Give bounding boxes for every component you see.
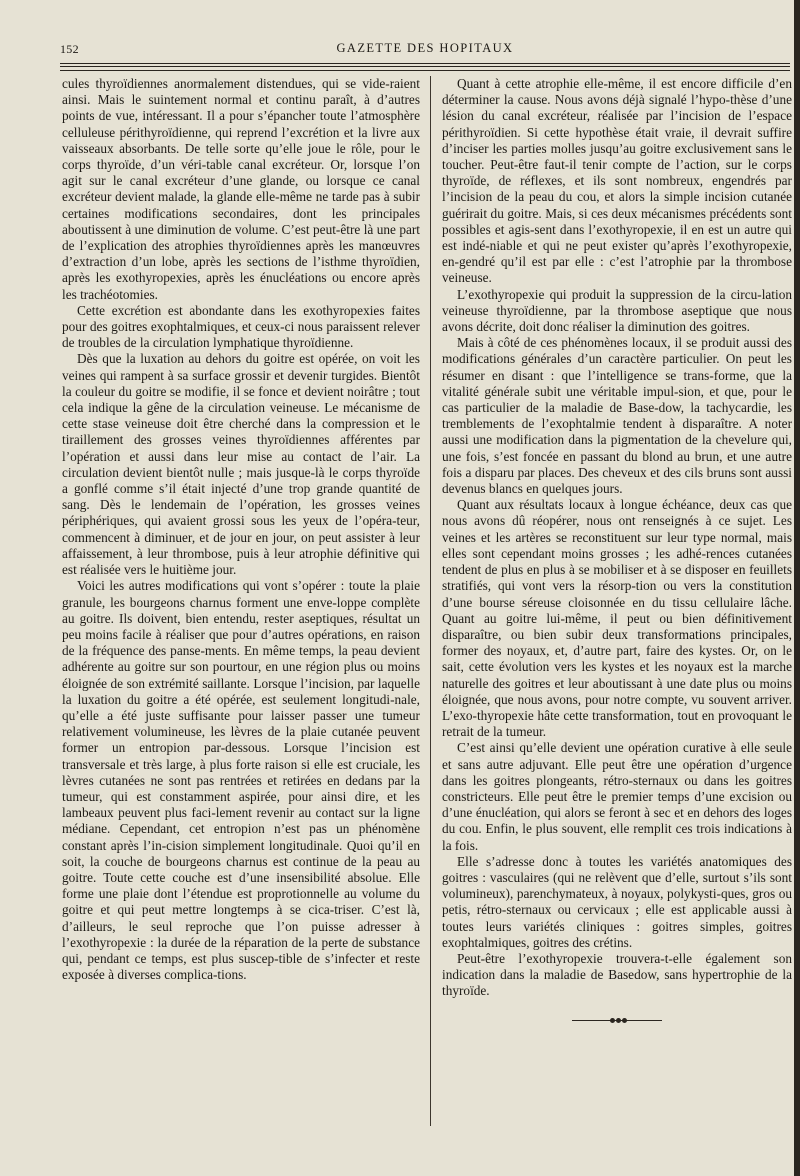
column-divider xyxy=(430,76,431,1126)
paragraph: Voici les autres modifications qui vont s’opérer : toute la plaie granule, les bourgeons charnus forment une enve-loppe complète au goitre. Ils doivent, bien entendu, rester aseptiques, résultat un peu moins facile à réaliser que pour d’autres opérations, en raison de la fréquence des panse-ments. En même temps, la peau devient adhérente au goitre sur son pourtour, en une région plus ou moins éloignée de son extrémité saillante. Lorsque l’incision, par laquelle la luxation du goitre a été opérée, est seulement longitudi-nale, qu’elle a été juste suffisante pour laisser passer une tumeur relativement volumineuse, les lèvres de la plaie cutanée peuvent former un entropion par-dessous. Lorsque l’incision est transversale et très large, à plus forte raison si elle est cruciale, les lèvres cutanées ne sont pas rentrées et retirées en dedans par la tumeur, qui est constamment aspirée, pour ainsi dire, et les lambeaux peuvent plus faci-lement revenir au contact sur la ligne médiane. Cependant, cet entropion n’est pas un phénomène constant après l’in-cision simplement longitudinale. Quoi qu’il en soit, la couche de bourgeons charnus est continue de la peau au goitre. Toute cette couche est d’une insensibilité absolue. Elle forme une plaie dont l’étendue est proprotionnelle au volume du goitre et qui peut mettre longtemps à se cica-triser. C’est là, d’ailleurs, le seul reproche que l’on puisse adresser à l’exothyropexie : la durée de la réparation de la perte de substance qui, pendant ce temps, est plus suscep-tible de s’infecter et reste exposée à diverses complica-tions. xyxy=(62,578,420,983)
paragraph: cules thyroïdiennes anormalement distendues, qui se vide-raient ainsi. Mais le suintement normal et continu paraît, à d’autres points de vue, intéressant. Il a pour s’épancher toute l’atmosphère celluleuse périthyroïdienne, qui reprend l’excrétion et la livre aux vaisseaux absorbants. De telle sorte qu’elle joue le rôle, pour le corps thyroïde, d’un véri-table canal excréteur. Or, lorsque l’on agit sur le canal excréteur d’une glande, ou lorsque ce canal excréteur devient malade, la glande elle-même ne tarde pas à subir certaines modifications secondaires, dont les principales aboutissent à une diminution de volume. C’est peut-être là une part de l’explication des atrophies thyroïdiennes après les manœuvres d’extraction d’un lobe, après les sections de l’isthme thyroïdien, après les exothyropexies, après les énucléations ou encore après les trachéotomies. xyxy=(62,76,420,302)
ornament-dot xyxy=(610,1018,615,1023)
running-title: GAZETTE DES HOPITAUX xyxy=(336,41,514,55)
paragraph: L’exothyropexie qui produit la suppression de la circu-lation veineuse thyroïdienne, par la thrombose aseptique que nous avons décrite, doit donc réaliser la diminution des goitres. xyxy=(442,286,792,335)
paragraph: C’est ainsi qu’elle devient une opération curative à elle seule et sans autre adjuvant. Elle peut être une opération d’urgence dans les goitres plongeants, rétro-sternaux ou dans les goitres constricteurs. Elle peut être le premier temps d’une excision ou d’une énucléation, qui alors se feront à sec et en dehors des loges du cou. Enfin, le plus souvent, elle remplit ces trois indications à la fois. xyxy=(442,740,792,853)
ornament-dot xyxy=(616,1018,621,1023)
left-column xyxy=(62,76,420,983)
paragraph: Mais à côté de ces phénomènes locaux, il se produit aussi des modifications générales d’un caractère particulier. On peut les résumer en disant : que l’intelligence se trans-forme, que la vitalité générale subit une véritable impul-sion, et que, pour le cas particulier de la maladie de Base-dow, la tachycardie, les tremblements de l’exophtalmie tendent à disparaître. A noter aussi une modification dans la pigmentation de la chevelure qui, une fois, s’est foncée en passant du blond au brun, et une autre fois a disparu par places. Des cheveux et des cils bruns sont aussi devenus blancs en quelques jours. xyxy=(442,335,792,497)
header-rule-top xyxy=(60,63,790,64)
header-rule-middle xyxy=(60,66,790,67)
header-rule-bottom xyxy=(60,70,790,71)
paragraph: Dès que la luxation au dehors du goitre est opérée, on voit les veines qui rampent à sa surface grossir et devenir turgides. Bientôt la couleur du goitre se modifie, il se fonce et devient noirâtre ; tout cela indique la gêne de la circulation veineuse. Le mécanisme de cette stase veineuse doit être cherché dans la compression et le tiraillement des grosses veines thyroïdiennes afférentes par l’opération et aussi dans leur mise au contact de l’air. La circulation devient bientôt nulle ; mais jusque-là le corps thyroïde a gonflé comme s’il était injecté d’une trop grande quantité de sang. Dès le lendemain de l’opération, les grosses veines périphériques, qui avaient grossi sous les yeux de l’opéra-teur, commencent à diminuer, et de jour en jour, on peut assister à leur affaissement, à leur thrombose, puis à leur atrophie définitive qui est réalisée vers le huitième jour. xyxy=(62,351,420,578)
page-binding-edge xyxy=(794,0,800,1176)
paragraph: Elle s’adresse donc à toutes les variétés anatomiques des goitres : vasculaires (qui ne relèvent que d’elle, surtout s’ils sont volumineux), parenchymateux, à noyaux, polykysti-ques, gros ou petis, rétro-sternaux ou cervicaux ; elle est applicable aussi à toutes leurs variétés cliniques : goitres simples, goitres exophtalmiques, goitres des crétins. xyxy=(442,853,792,950)
paragraph: Cette excrétion est abondante dans les exothyropexies faites pour des goitres exophtalmiques, et ceux-ci nous paraissent relever de troubles de la circulation lymphatique thyroïdienne. xyxy=(62,302,420,351)
paragraph: Peut-être l’exothyropexie trouvera-t-elle également son indication dans la maladie de Basedow, sans hypertrophie de la thyroïde. xyxy=(442,950,792,999)
page-number: 152 xyxy=(60,42,79,56)
ornament-dot xyxy=(622,1018,627,1023)
paragraph: Quant à cette atrophie elle-même, il est encore difficile d’en déterminer la cause. Nous avons déjà signalé l’hypo-thèse d’une lésion du canal excréteur, réalisée par l’incision de l’espace périthyroïdien. Si cette hypothèse était vraie, il devrait suffire d’inciser les parties molles jusqu’au goitre exclusivement sans le toucher. Peut-être faut-il tenir compte de l’action, sur le corps thyroïde, de réflexes, et ils sont nombreux, engendrés par l’incision de la peau du cou, et alors la simple incision cutanée guérirait du goitre. Mais, si ces deux mécanismes précédents sont possibles et agis-sent dans l’exothyropexie, il en est un autre qui est indé-niable et qui ne peut exister qu’après l’exothyropexie, en-gendré qu’il est par elle : c’est l’atrophie par la thrombose veineuse. xyxy=(442,76,792,286)
page-header xyxy=(60,40,790,60)
right-column xyxy=(442,76,792,1024)
paragraph: Quant aux résultats locaux à longue échéance, deux cas que nous avons dû réopérer, nous ont renseignés à ce sujet. Les veines et les artères se reconstituent sur leur type normal, mais elles sont cependant moins grosses ; les adhé-rences cutanées tendent de plus en plus à se mobiliser et à se disposer en feuillets stratifiés, qui vont vers la résorp-tion ou vers la constitution d’une bourse séreuse cloisonnée en du tissu cellulaire lâche. Quant au goitre lui-même, il peut ou bien définitivement disparaître, ou bien subir deux transformations principales, former des noyaux, et, d’autre part, faire des kystes. Or, on le sait, cette évolution vers les kystes et les noyaux est la marche naturelle des goitres et leur aboutissant à une date plus ou moins éloignée, que nous avons, pour notre compte, vu souvent arriver. L’exo-thyropexie hâte cette transformation, tout en provoquant le retrait de la tumeur. xyxy=(442,497,792,740)
article-end-ornament xyxy=(572,1018,662,1024)
